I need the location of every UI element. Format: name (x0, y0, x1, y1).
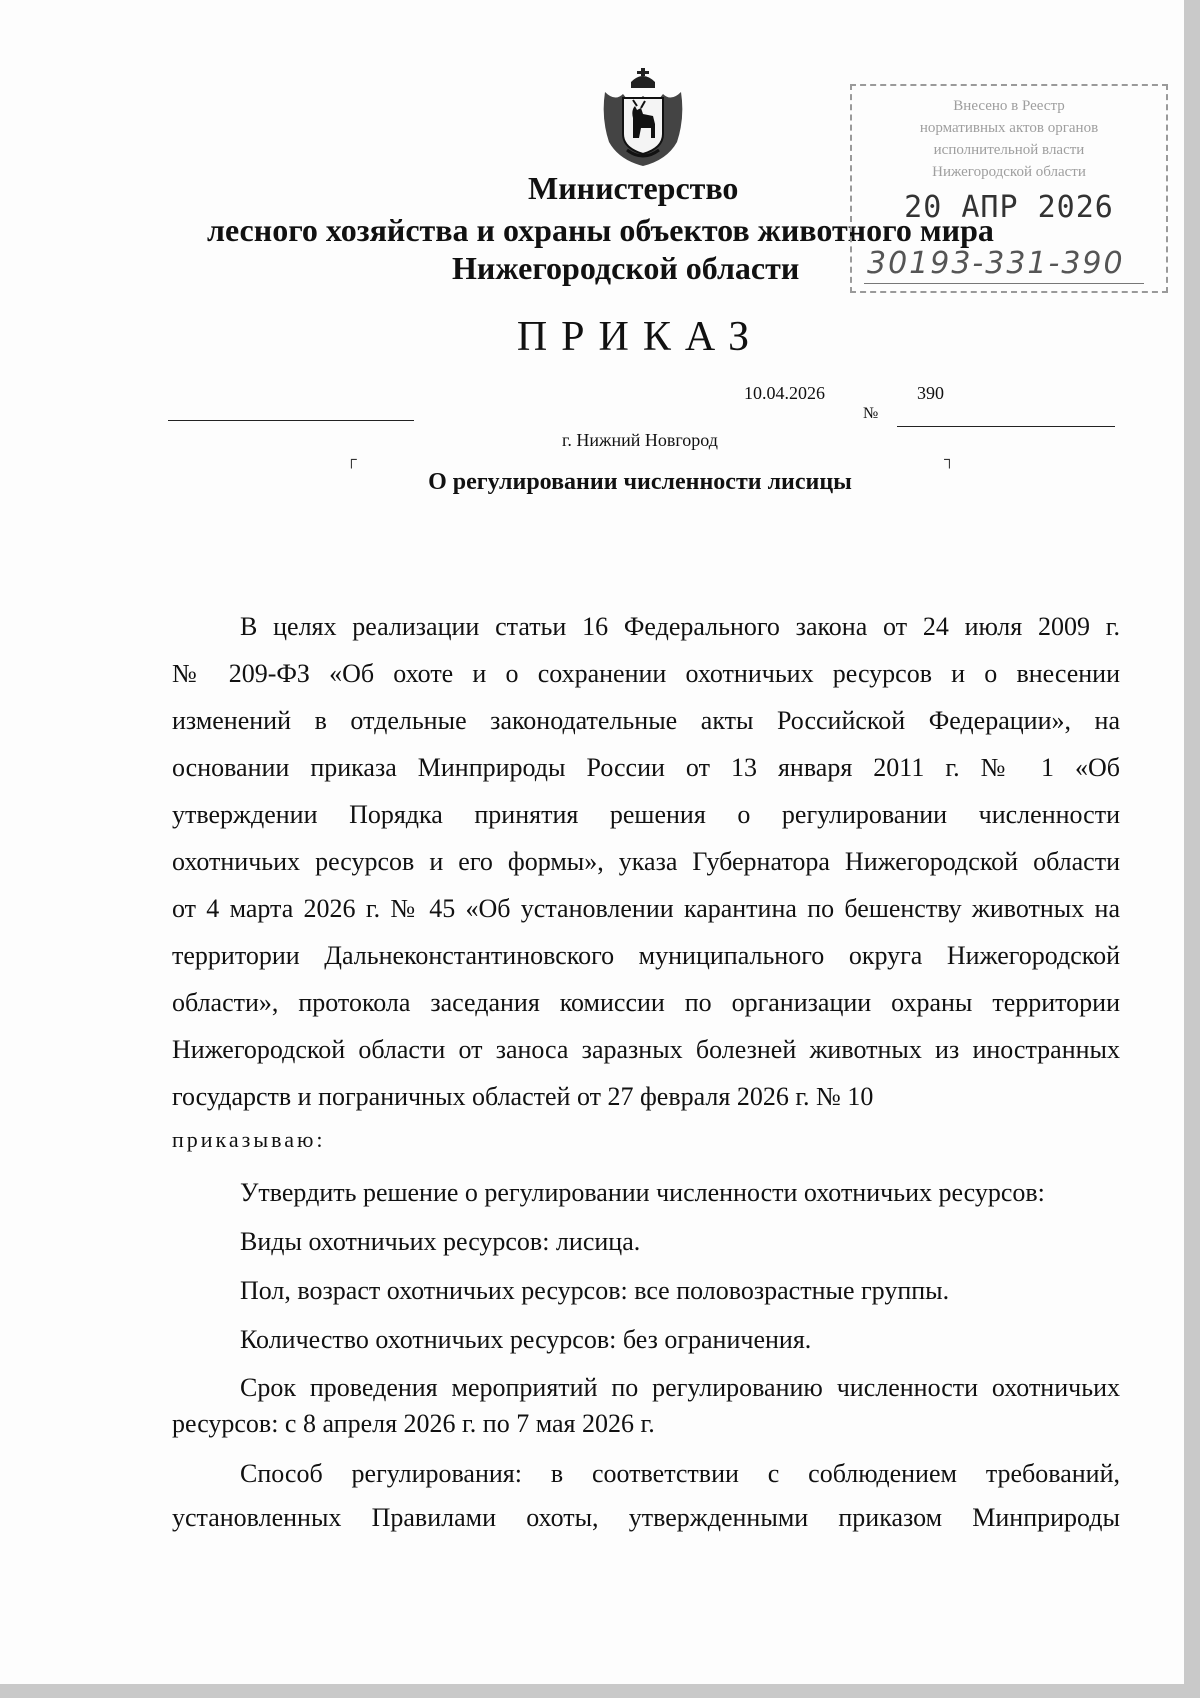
decision-item: Утвердить решение о регулировании численности охотничьих ресурсов: (240, 1178, 1045, 1207)
preamble-line: утверждении Порядка принятия решения о регулировании численности (172, 800, 1120, 829)
ministry-name-line-2: лесного хозяйства и охраны объектов животного мира (207, 212, 994, 248)
stamp-registration-number: 30193-331-390 (867, 246, 1125, 281)
stamp-text-line: Внесено в Реестр (953, 98, 1065, 114)
preamble-line: территории Дальнеконстантиновского муниципального округа Нижегородской (172, 941, 1120, 970)
city-name: г. Нижний Новгород (562, 430, 718, 450)
stamp-text-line: нормативных актов органов (919, 120, 1099, 136)
method-line: Способ регулирования: в соответствии с соблюдением требований, (240, 1459, 1120, 1488)
decision-item: Пол, возраст охотничьих ресурсов: все половозрастные группы. (240, 1276, 950, 1305)
stamp-text-line: исполнительной власти (933, 142, 1085, 158)
preamble-line: Нижегородской области от заноса заразных болезней животных из иностранных (172, 1035, 1120, 1064)
method-line: установленных Правилами охоты, утвержденными приказом Минприроды (172, 1503, 1120, 1532)
preamble-line: № 209-ФЗ «Об охоте и о сохранении охотничьих ресурсов и о внесении (172, 659, 1120, 688)
coat-of-arms-emblem (597, 68, 689, 168)
ministry-name-line-1: Министерство (528, 170, 739, 206)
stamp-underline (864, 283, 1144, 284)
date-underline (168, 420, 414, 421)
document-type-title: ПРИКАЗ (516, 314, 764, 360)
preamble-line: области», протокола заседания комиссии по организации охраны территории (172, 988, 1120, 1017)
order-number: 390 (917, 383, 944, 403)
number-sign: № (863, 405, 879, 422)
preamble-line: от 4 марта 2026 г. № 45 «Об установлении карантина по бешенству животных на (172, 894, 1120, 923)
term-line: ресурсов: с 8 апреля 2026 г. по 7 мая 2026 г. (172, 1409, 655, 1438)
preamble-line: охотничьих ресурсов и его формы», указа Губернатора Нижегородской области (172, 847, 1120, 876)
decision-item: Количество охотничьих ресурсов: без ограничения. (240, 1325, 812, 1354)
number-underline (897, 426, 1115, 427)
preamble-line: изменений в отдельные законодательные акты Российской Федерации», на (172, 706, 1120, 735)
preamble-line: основании приказа Минприроды России от 13 января 2011 г. № 1 «Об (172, 753, 1120, 782)
order-date: 10.04.2026 (744, 383, 825, 403)
stamp-text-line: Нижегородской области (932, 164, 1086, 180)
corner-mark-left: ┌ (346, 452, 357, 468)
registration-stamp (850, 84, 1168, 293)
preamble-line: государств и пограничных областей от 27 февраля 2026 г. № 10 (172, 1082, 874, 1111)
decision-item: Виды охотничьих ресурсов: лисица. (240, 1227, 641, 1256)
ministry-name-line-3: Нижегородской области (452, 250, 800, 286)
stamp-date: 20 АПР 2026 (904, 190, 1114, 225)
term-line: Срок проведения мероприятий по регулированию численности охотничьих (240, 1373, 1120, 1402)
order-subject: О регулировании численности лисицы (428, 469, 852, 495)
preamble-line: В целях реализации статьи 16 Федерального закона от 24 июля 2009 г. (240, 612, 1120, 641)
corner-mark-right: ┐ (944, 452, 955, 468)
order-word: приказываю: (172, 1127, 326, 1152)
